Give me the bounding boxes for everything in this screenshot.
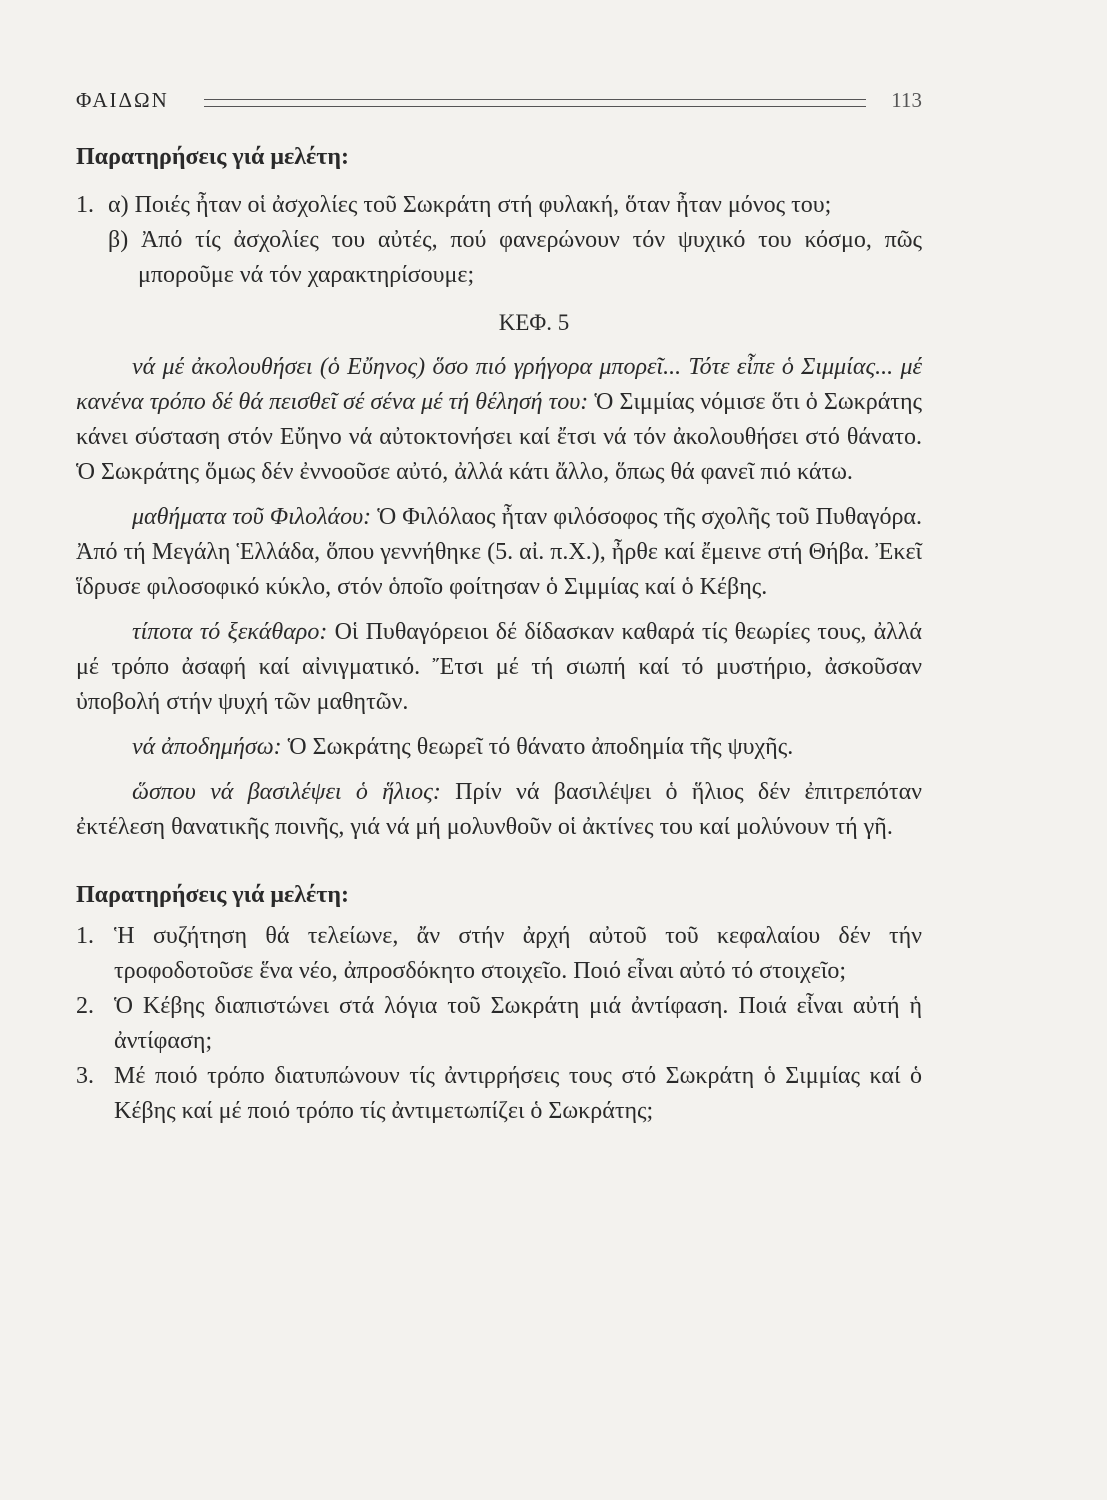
question-text: Μέ ποιό τρόπο διατυπώνουν τίς ἀντιρρήσεις τους στό Σωκράτη ὁ Σιμμίας καί ὁ Κέβης καί μέ ποιό τρόπο τίς ἀντιμετωπίζει ὁ Σωκράτης; [114, 1063, 922, 1124]
commentary-entry [76, 500, 922, 605]
study-notes-heading: Παρατηρήσεις γιά μελέτη: [76, 144, 349, 170]
page-content [76, 140, 922, 1129]
commentary-entry [76, 775, 922, 845]
header-rule [204, 99, 866, 107]
study-question [76, 1059, 922, 1129]
running-title: ΦΑΙΔΩΝ [76, 88, 169, 112]
study-question [76, 989, 922, 1059]
commentary-term: νά ἀποδημήσω: [132, 734, 282, 760]
commentary-text: Πρίν νά βασιλέψει ὁ ἥλιος δέν ἐπιτρεπόταν ἐκτέλεση θανατικῆς ποινῆς, γιά νά μή μολυνθοῦν οἱ ἀκτίνες του καί μολύνουν τή γῆ. [76, 779, 922, 840]
study-notes-heading: Παρατηρήσεις γιά μελέτη: [76, 882, 349, 908]
commentary-term: ὥσπου νά βασιλέψει ὁ ἥλιος: [132, 779, 441, 805]
commentary-entry [76, 350, 922, 490]
question-text: α) Ποιές ἦταν οἱ ἀσχολίες τοῦ Σωκράτη στή φυλακή, ὅταν ἦταν μόνος του; [108, 192, 832, 218]
page-number: 113 [891, 88, 922, 112]
commentary-text: Ὁ Σιμμίας νόμισε ὅτι ὁ Σωκράτης κάνει σύσταση στόν Εὔηνο νά αὐτοκτονήσει καί ἔτσι νά τόν ἀκολουθήσει στό θάνατο. Ὁ Σωκράτης ὅμως δέν ἐννοοῦσε αὐτό, ἀλλά κάτι ἄλλο, ὅπως θά φανεῖ πιό κάτω. [76, 389, 922, 485]
question-number: 3. [76, 1063, 94, 1089]
commentary-term: μαθήματα τοῦ Φιλολάου: [132, 504, 372, 530]
study-question-1a [76, 188, 922, 223]
chapter-title: ΚΕΦ. 5 [498, 310, 570, 335]
question-number: 1. [76, 923, 94, 949]
study-question-1b: β) Ἀπό τίς ἀσχολίες του αὐτές, πού φανερώνουν τόν ψυχικό του κόσμο, πῶς μποροῦμε νά τόν χαρακτηρίσουμε; [108, 227, 922, 288]
page-header [76, 88, 922, 118]
question-number: 2. [76, 993, 94, 1019]
commentary-text: Οἱ Πυθαγόρειοι δέ δίδασκαν καθαρά τίς θεωρίες τους, ἀλλά μέ τρόπο ἀσαφή καί αἰνιγματικό. Ἔτσι μέ τή σιωπή καί τό μυστήριο, ἀσκοῦσαν ὑποβολή στήν ψυχή τῶν μαθητῶν. [76, 619, 923, 715]
question-text: Ἡ συζήτηση θά τελείωνε, ἄν στήν ἀρχή αὐτοῦ τοῦ κεφαλαίου δέν τήν τροφοδοτοῦσε ἕνα νέο, ἀπροσδόκητο στοιχεῖο. Ποιό εἶναι αὐτό τό στοιχεῖο; [114, 923, 922, 984]
question-text: Ὁ Κέβης διαπιστώνει στά λόγια τοῦ Σωκράτη μιά ἀντίφαση. Ποιά εἶναι αὐτή ἡ ἀντίφαση; [114, 993, 922, 1054]
study-question [76, 919, 922, 989]
question-number: 1. [76, 192, 94, 218]
commentary-entry [76, 730, 922, 765]
commentary-term: νά μέ ἀκολουθήσει (ὁ Εὔηνος) ὅσο πιό γρήγορα μπορεῖ... Τότε εἶπε ὁ Σιμμίας... μέ κανένα τρόπο δέ θά πεισθεῖ σέ σένα μέ τή θέλησή του: [76, 354, 922, 415]
commentary-term: τίποτα τό ξεκάθαρο: [132, 619, 328, 645]
commentary-text: Ὁ Φιλόλαος ἦταν φιλόσοφος τῆς σχολῆς τοῦ Πυθαγόρα. Ἀπό τή Μεγάλη Ἑλλάδα, ὅπου γεννήθηκε (5. αἰ. π.Χ.), ἦρθε καί ἔμεινε στή Θήβα. Ἐκεῖ ἵδρυσε φιλοσοφικό κύκλο, στόν ὁποῖο φοίτησαν ὁ Σιμμίας καί ὁ Κέβης. [76, 504, 923, 600]
commentary-entry [76, 615, 922, 720]
commentary-text: Ὁ Σωκράτης θεωρεῖ τό θάνατο ἀποδημία τῆς ψυχῆς. [287, 734, 794, 760]
